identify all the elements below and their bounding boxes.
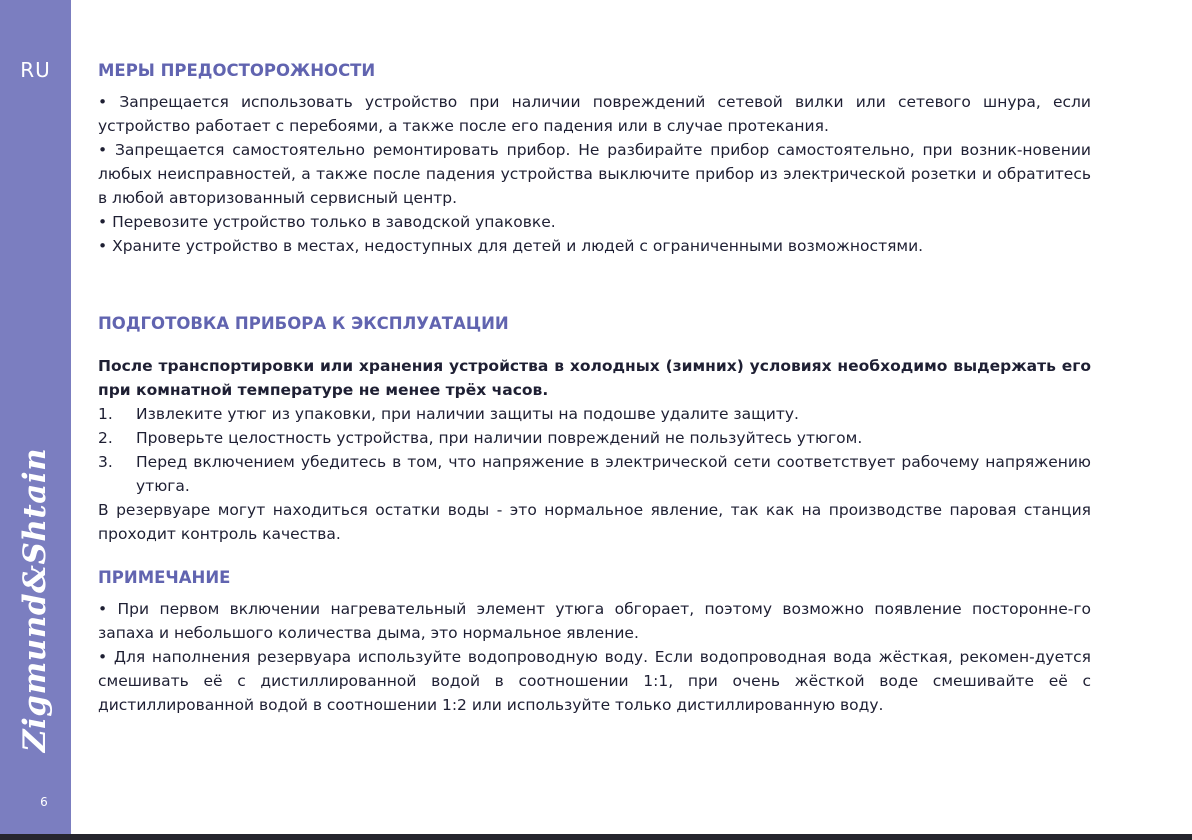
section-title-precautions: МЕРЫ ПРЕДОСТОРОЖНОСТИ [98,61,376,80]
note-item: • При первом включении нагревательный элемент утюга обгорает, поэтому возможно появление посторонне-го запаха и небольшого количества дыма, это нормальное явление. [98,600,1091,642]
sidebar [0,0,71,840]
precaution-item: • Запрещается самостоятельно ремонтировать прибор. Не разбирайте прибор самостоятельно, при возник-новении любых неисправностей, а также после падения устройства выключите прибор из электрической розетки и обратитесь в любой авторизованный сервисный центр. [98,141,1091,207]
section-note [98,567,1091,717]
note-item: • Для наполнения резервуара используйте водопроводную воду. Если водопроводная вода жёсткая, рекомен-дуется смешивать её с дистиллированной водой в соотношении 1:1, при очень жёсткой воде смешивайте её с дистиллированной водой в соотношении 1:2 или используйте только дистиллированную воду. [98,648,1091,714]
precaution-item: • Перевозите устройство только в заводской упаковке. [98,213,556,231]
step-item [98,450,1091,498]
bottom-divider [0,834,1192,840]
section-preparation [98,313,1091,546]
step-text: Проверьте целостность устройства, при наличии повреждений не пользуйтесь утюгом. [136,429,863,447]
section-precautions [98,60,1091,258]
page-number: 6 [40,795,48,809]
section-title-preparation: ПОДГОТОВКА ПРИБОРА К ЭКСПЛУАТАЦИИ [98,314,509,333]
step-number: 2. [98,429,113,447]
step-text: Перед включением убедитесь в том, что напряжение в электрической сети соответствует рабочему напряжению утюга. [136,453,1091,495]
step-number: 3. [98,453,113,471]
language-label: RU [20,58,51,82]
step-item [98,426,1091,450]
preparation-outro: В резервуаре могут находиться остатки воды - это нормальное явление, так как на производстве паровая станция проходит контроль качества. [98,501,1091,543]
step-item [98,402,1091,426]
step-number: 1. [98,405,113,423]
preparation-steps [98,402,1091,498]
brand-logo: Zigmund&Shtain [17,447,53,753]
preparation-intro: После транспортировки или хранения устройства в холодных (зимних) условиях необходимо выдержать его при комнатной температуре не менее трёх часов. [98,357,1091,399]
precaution-item: • Запрещается использовать устройство при наличии повреждений сетевой вилки или сетевого шнура, если устройство работает с перебоями, а также после его падения или в случае протекания. [98,93,1091,135]
precaution-item: • Храните устройство в местах, недоступных для детей и людей с ограниченными возможностями. [98,237,924,255]
section-title-note: ПРИМЕЧАНИЕ [98,568,231,587]
step-text: Извлеките утюг из упаковки, при наличии защиты на подошве удалите защиту. [136,405,799,423]
